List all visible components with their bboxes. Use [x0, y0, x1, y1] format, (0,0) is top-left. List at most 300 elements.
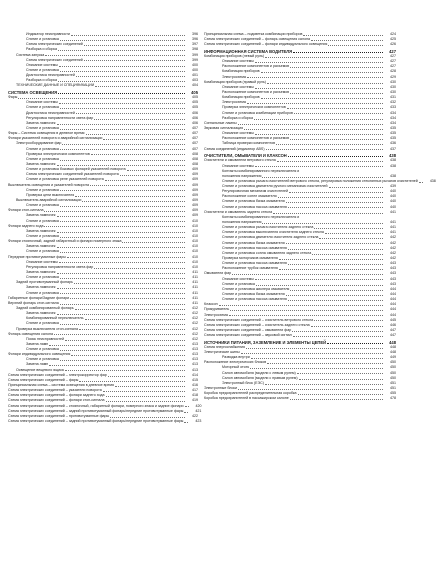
- dot-leader: [106, 401, 186, 402]
- dot-leader: [71, 35, 185, 36]
- dot-leader: [419, 182, 423, 183]
- toc-entry-title: Снятие и установка реле указателей поворота: [26, 177, 104, 182]
- toc-entry-title: Регулировочная механизм очистителей: [222, 189, 289, 194]
- dot-leader: [120, 175, 185, 176]
- dot-leader: [184, 422, 188, 423]
- dot-leader: [79, 329, 185, 330]
- dot-leader: [90, 185, 185, 186]
- dot-leader: [60, 108, 185, 109]
- dot-leader: [54, 334, 185, 335]
- toc-page-number: 426: [390, 42, 396, 47]
- toc-entry-title: Габаритные фонари/Задние фонари: [8, 295, 70, 300]
- dot-leader: [328, 45, 383, 46]
- toc-entry-title: Фонари указателей поворота и аварийной сигнализации: [8, 136, 103, 141]
- toc-page-number: 434: [390, 115, 396, 120]
- toc-entry-title: Электрооборудование фар: [16, 141, 62, 146]
- toc-page-number: 444: [390, 297, 396, 302]
- toc-entry-title: Снятие и установка насоса омывателя: [222, 261, 287, 266]
- toc-page-number: 400: [192, 62, 198, 67]
- toc-entry-title: Расположение компонентов и разъемов: [222, 90, 290, 95]
- dot-leader: [94, 119, 185, 120]
- toc-entry-title: Электрические шины: [204, 350, 240, 355]
- toc-entry-title: Диагностика неисправностей: [26, 110, 75, 115]
- dot-leader: [60, 237, 185, 238]
- dot-leader: [247, 77, 383, 78]
- toc-page-number: 429: [390, 74, 396, 79]
- toc-entry-title: ИСТОЧНИКИ ПИТАНИЯ, ЗАЗЕМЛЕНИЕ И ЭЛЕМЕНТЫ ЦЕПЕЙ: [204, 339, 327, 345]
- toc-page-number: 409: [192, 203, 198, 208]
- toc-page-number: 450: [390, 360, 396, 365]
- toc-entry-title: Снятие и установка насоса омывателя: [222, 245, 287, 250]
- dot-leader: [292, 331, 383, 332]
- toc-page-number: 430: [390, 90, 396, 95]
- toc-page-number: 447: [390, 333, 396, 338]
- toc-page-number: 409: [192, 192, 198, 197]
- dot-leader: [106, 396, 186, 397]
- toc-entry-title: Схема электрических соединений – омыватели фар: [204, 328, 292, 332]
- toc-entry-title: Описание системы: [26, 62, 58, 67]
- dot-leader: [49, 365, 185, 366]
- toc-entry-title: Передние противотуманные фары: [8, 254, 66, 259]
- toc-page-number: 410: [192, 249, 198, 254]
- dot-leader: [185, 406, 189, 407]
- toc-page-number: 427: [389, 48, 396, 54]
- toc-page-number: 400: [192, 67, 198, 72]
- dot-leader: [79, 381, 185, 382]
- toc-entry: [204, 147, 396, 152]
- dot-leader: [265, 384, 383, 385]
- toc-page-number: 428: [390, 69, 396, 74]
- toc-entry-title: Система запуска: [16, 52, 45, 57]
- toc-page-number: 405: [192, 100, 198, 105]
- toc-page-number: 439: [390, 184, 396, 189]
- dot-leader: [293, 52, 383, 53]
- toc-entry-title: Замена лампочек: [26, 285, 56, 290]
- toc-page-number: 411: [192, 285, 198, 290]
- toc-page-number: 427: [390, 54, 396, 59]
- toc-page-number: 444: [390, 286, 396, 291]
- toc-entry-title: Схема электрических соединений – задний противотуманный фонарь/передние противотуманные фары: [8, 408, 184, 413]
- dot-leader: [288, 264, 383, 265]
- dot-leader: [103, 391, 185, 392]
- toc-entry-title: Фонари индивидуального освещения: [8, 352, 71, 357]
- dot-leader: [57, 232, 186, 233]
- toc-entry-title: Замена лампочек: [26, 311, 56, 316]
- toc-page-number: 424: [390, 31, 396, 36]
- dot-leader: [311, 326, 383, 327]
- toc-page-number: 446: [390, 322, 396, 327]
- toc-page-number: 409: [192, 177, 198, 182]
- toc-entry-title: Расположение трубок омывателя: [222, 266, 278, 271]
- toc-page-number: 441: [390, 230, 396, 235]
- dot-leader: [255, 88, 383, 89]
- toc-page-number: 438: [390, 173, 396, 178]
- toc-entry-title: Снятие и установка насоса омывателя: [222, 297, 287, 302]
- dot-leader: [62, 144, 185, 145]
- toc-entry-title: Электросхема: [222, 100, 246, 105]
- dot-leader: [57, 216, 186, 217]
- dot-leader: [76, 113, 185, 114]
- dot-leader: [279, 269, 383, 270]
- toc-page-number: 409: [192, 187, 198, 192]
- dot-leader: [290, 399, 383, 400]
- toc-entry-title: Индикатор неисправности: [26, 31, 70, 36]
- toc-entry-title: Снятие и установка бачка омывателя: [222, 199, 285, 204]
- toc-entry-title: Комбинация приборов (правый руль): [204, 79, 266, 84]
- toc-page-number: 404: [192, 83, 198, 88]
- dot-leader: [247, 103, 383, 104]
- toc-entry-title: Снятие и установка рычага очистителей ветрового стекла, регулировка положения стеклянных рычагов очистителей: [222, 178, 418, 183]
- toc-page-number: 438: [429, 178, 436, 183]
- toc-entry-title: Электронные блоки: [204, 386, 237, 391]
- toc-entry-title: Регулировка направленности света фар: [26, 264, 94, 269]
- toc-entry-title: Выключатель освещения и указателей поворота: [8, 182, 89, 187]
- dot-leader: [60, 293, 185, 294]
- toc-page-number: 451: [390, 380, 396, 385]
- toc-entry-title: Снятие и установка: [26, 156, 59, 161]
- toc-page-number: 435: [390, 126, 396, 131]
- toc-page-number: 412: [192, 331, 198, 336]
- toc-entry-title: Снятие и установка комбинации приборов: [222, 110, 293, 115]
- dot-leader: [71, 355, 185, 356]
- dot-leader: [60, 206, 185, 207]
- toc-entry-title: Схема электрических соединений: [26, 57, 83, 62]
- toc-page-number: 436: [390, 141, 396, 146]
- dot-leader: [45, 55, 185, 56]
- toc-page-number: 399: [192, 52, 198, 57]
- dot-leader: [303, 35, 383, 36]
- toc-page-number: 419: [192, 398, 198, 403]
- dot-leader: [84, 60, 185, 61]
- toc-entry-title: Снятие и установка: [26, 347, 59, 352]
- dot-leader: [278, 197, 383, 198]
- toc-page-number: 413: [192, 347, 198, 352]
- toc-entry-title: Схема электрических соединений – задний противотуманный фонарь/передние противотуманные фары: [8, 419, 184, 424]
- toc-page-number: 433: [390, 105, 396, 110]
- dot-leader: [58, 93, 185, 94]
- toc-entry-title: Схема электрических соединений указателей поворота: [26, 172, 119, 177]
- toc-page-number: 448: [390, 344, 396, 349]
- toc-entry-title: Расположение компонентов и разъемов: [222, 136, 290, 141]
- toc-page-number: 444: [390, 307, 396, 312]
- toc-page-number: 407: [192, 131, 198, 136]
- toc-page-number: 438: [390, 158, 396, 163]
- toc-page-number: 410: [192, 259, 198, 264]
- toc-entry-title: Таблица проверки компонентов: [222, 141, 275, 146]
- toc-entry-title: Фонари стоп-сигнала: [8, 208, 44, 213]
- toc-entry-title: Коробка предохранителей в пассажирском салоне: [204, 396, 289, 401]
- toc-entry: [204, 42, 396, 47]
- toc-page-number: 420: [195, 403, 202, 408]
- dot-leader: [314, 320, 383, 321]
- toc-entry-title: Схема электрических соединений – противотуманные фары: [8, 413, 110, 418]
- toc-page-number: 443: [390, 266, 396, 271]
- toc-page-number: 441: [390, 209, 396, 214]
- toc-entry-title: Фары – Система освещения в дневное время: [8, 131, 85, 136]
- toc-entry-title: Разборка и сборка: [222, 115, 254, 120]
- toc-entry: [204, 396, 396, 401]
- toc-page-number: 442: [390, 240, 396, 245]
- toc-entry-title: Схема электрических соединений – электрокорректор фар: [8, 372, 107, 377]
- dot-leader: [60, 71, 185, 72]
- dot-leader: [311, 40, 383, 41]
- toc-entry-title: Снятие и установка насоса омывателя: [222, 204, 287, 209]
- dot-leader: [289, 192, 383, 193]
- dot-leader: [250, 368, 383, 369]
- toc-page-number: 411: [192, 295, 198, 300]
- dot-leader: [262, 177, 383, 178]
- toc-page-number: 434: [390, 110, 396, 115]
- toc-page-number: 444: [390, 292, 396, 297]
- toc-entry-title: Снятие и установка бачка омывателя: [222, 292, 285, 297]
- dot-leader: [262, 223, 383, 224]
- toc-entry-title: Электронный блок (ЕЭС): [222, 380, 264, 385]
- toc-entry-title: Проверка электрических компонентов: [26, 151, 90, 156]
- toc-entry-title: Снятие и установка выключателя очистителя заднего стекла: [222, 230, 324, 235]
- toc-entry-title: Снятие и установка: [26, 233, 59, 238]
- toc-entry-title: Схема электрических соединений – указатели поворота: [8, 388, 102, 393]
- toc-page-number: 409: [192, 213, 198, 218]
- dot-leader: [57, 124, 186, 125]
- toc-entry-title: Регулировка направленности света фар: [26, 115, 94, 120]
- dot-leader: [60, 160, 185, 161]
- toc-page-number: 403: [192, 78, 198, 83]
- toc-page-number: 407: [192, 146, 198, 151]
- dot-leader: [293, 336, 383, 337]
- dot-leader: [59, 66, 185, 67]
- toc-entry-title: Звуковая сигнализация: [204, 126, 244, 131]
- toc-page-number: 425: [390, 37, 396, 42]
- toc-entry-title: Снятие и установка: [26, 126, 59, 131]
- dot-leader: [290, 93, 383, 94]
- toc-page-number: 407: [192, 141, 198, 146]
- toc-entry-title: Салон автомобиля (модели с правым рулем): [222, 375, 298, 380]
- dot-leader: [57, 247, 186, 248]
- toc-page-number: 408: [192, 156, 198, 161]
- toc-page-number: 427: [390, 64, 396, 69]
- toc-page-number: 407: [192, 126, 198, 131]
- toc-entry-title: Принципиальная схема – подсветка комбинации приборов: [204, 31, 303, 36]
- toc-page-number: 411: [192, 280, 198, 285]
- toc-entry-title: Снятие и установка бачка омывателя: [222, 240, 285, 245]
- dot-leader: [312, 254, 383, 255]
- toc-page-number: 396: [192, 37, 198, 42]
- dot-leader: [246, 348, 383, 349]
- toc-entry-title: Описание системы: [222, 84, 254, 89]
- dot-leader: [286, 202, 383, 203]
- toc-page-number: 437: [390, 146, 396, 151]
- dot-leader: [108, 376, 185, 377]
- toc-entry-title: ТЕХНИЧЕСКИЕ ДАННЫЕ И СПЕЦИФИКАЦИИ: [16, 83, 95, 88]
- toc-page-number: 435: [390, 136, 396, 141]
- toc-page-number: 406: [192, 120, 198, 125]
- toc-entry-title: Снятие и установка: [26, 290, 59, 295]
- dot-leader: [319, 238, 383, 239]
- toc-entry-title: Описание системы: [222, 59, 254, 64]
- dot-leader: [184, 412, 188, 413]
- dot-leader: [277, 161, 383, 162]
- toc-page-number: 396: [192, 31, 198, 36]
- toc-page-number: 442: [390, 250, 396, 255]
- toc-entry-title: Замена лампочек: [26, 162, 56, 166]
- dot-leader: [219, 305, 383, 306]
- dot-leader: [60, 360, 185, 361]
- toc-page-number: 410: [192, 264, 198, 269]
- toc-page-number: 443: [390, 261, 396, 266]
- toc-entry-title: Расположение электрических блоков: [204, 360, 267, 365]
- toc-page-number: 438: [389, 153, 396, 159]
- toc-page-number: 427: [390, 59, 396, 64]
- dot-leader: [110, 417, 185, 418]
- toc-entry-title: Снятие и установка: [26, 67, 59, 72]
- toc-page-number: 412: [192, 336, 198, 341]
- toc-entry-title: Схема электрических соединений – фонари стоп-сигнала: [8, 398, 105, 403]
- toc-page-number: 410: [192, 228, 198, 233]
- toc-entry-title: Замена лампочек: [26, 228, 56, 233]
- dot-leader: [297, 373, 383, 374]
- toc-page-number: 442: [390, 235, 396, 240]
- toc-entry-title: Очистители и омыватель заднего стекла: [204, 209, 273, 214]
- dot-leader: [298, 394, 383, 395]
- toc-entry-title: Расположение сопел омывателя: [222, 194, 277, 199]
- dot-leader: [60, 278, 185, 279]
- toc-page-number: 409: [192, 172, 198, 177]
- toc-page-number: 423: [195, 419, 202, 424]
- toc-page-number: 478: [390, 396, 396, 401]
- toc-page-number: 401: [192, 73, 198, 78]
- toc-entry-title: Замена лампочек: [26, 269, 56, 274]
- toc-entry-title: Описание системы: [222, 276, 254, 281]
- toc-entry-title: Снятие и установка: [26, 37, 59, 42]
- toc-entry-title: Снятие и установка боковых фонарей указателей поворота: [26, 167, 126, 172]
- toc-entry-title: Выключатель аварийной сигнализации: [16, 197, 82, 202]
- toc-page-number: 409: [192, 167, 198, 172]
- toc-entry-title: Электросхема: [204, 312, 228, 317]
- dot-leader: [76, 76, 185, 77]
- toc-entry-title: СИСТЕМА ОСВЕЩЕНИЯ: [8, 90, 58, 96]
- toc-entry-title: Снятие и установка: [26, 218, 59, 223]
- toc-entry-title: Снятие и установка жиклера омывателя: [222, 286, 290, 291]
- toc-page-number: 440: [390, 194, 396, 199]
- toc-entry-title: Моторный отсек: [222, 365, 250, 370]
- toc-entry-title: Замена лампочек: [26, 213, 56, 218]
- dot-leader: [82, 201, 185, 202]
- dot-leader: [60, 221, 185, 222]
- toc-entry-title: Контакты комбинированного переключателя и: [222, 214, 300, 219]
- toc-entry-title: Освещение вещевого ящика: [16, 367, 64, 372]
- toc-entry-title: Снятие и установка сопла омывателя заднего стекла: [222, 250, 312, 255]
- toc-column-right: [204, 31, 436, 401]
- toc-entry-title: Схема электрических соединений – фонари заднего хода: [8, 393, 105, 398]
- dot-leader: [44, 211, 185, 212]
- toc-page-number: 443: [390, 281, 396, 286]
- toc-page-number: 455: [390, 391, 396, 396]
- toc-entry-title: Снятие и установка: [26, 357, 59, 362]
- toc-entry-title: ИНФОРМАЦИОННАЯ СИСТЕМА ВОДИТЕЛЯ: [204, 48, 293, 54]
- dot-leader: [229, 315, 383, 316]
- dot-leader: [290, 67, 383, 68]
- dot-leader: [122, 242, 185, 243]
- toc-entry-title: Диагностика неисправностей: [26, 73, 75, 78]
- toc-page-number: 409: [192, 197, 198, 202]
- toc-entry-title: Снятие и установка: [26, 275, 59, 280]
- toc-page-number: 413: [192, 362, 198, 367]
- dot-leader: [290, 139, 383, 140]
- dot-leader: [287, 108, 383, 109]
- toc-page-number: 408: [192, 162, 198, 166]
- dot-leader: [58, 81, 185, 82]
- toc-entry-title: Замена ламп: [26, 362, 49, 367]
- toc-entry-title: Схема электрических соединений – очиститель ветрового стекла: [204, 317, 314, 322]
- toc-page-number: 409: [192, 208, 198, 213]
- toc-entry-title: Верхний фонарь стоп-сигнала: [8, 300, 59, 305]
- toc-entry-title: Схема электрических соединений – фары: [8, 377, 79, 382]
- dot-leader: [255, 62, 383, 63]
- dot-leader: [103, 139, 185, 140]
- dot-leader: [65, 340, 185, 341]
- toc-page-number: 409: [192, 182, 198, 187]
- toc-page-number: 417: [192, 388, 198, 393]
- toc-page-number: 441: [390, 220, 396, 225]
- toc-entry-title: Снятие и установка: [26, 146, 59, 151]
- toc-page-number: 407: [192, 136, 198, 141]
- toc-page-number: 410: [192, 218, 198, 223]
- toc-page-number: 412: [192, 311, 198, 316]
- toc-entry-title: Задний противотуманный фонарь: [16, 280, 73, 285]
- toc-entry-title: Замена лампочек: [26, 120, 56, 125]
- toc-page-number: 432: [390, 100, 396, 105]
- toc-entry-title: Схема электрических соединений – очиститель заднего стекла: [204, 322, 310, 327]
- toc-page-number: 413: [192, 367, 198, 372]
- dot-leader: [251, 358, 383, 359]
- toc-entry-title: положения напряжения: [222, 220, 262, 225]
- toc-entry-title: Описание системы: [222, 163, 254, 168]
- toc-page-number: 414: [192, 372, 198, 377]
- dot-leader: [67, 257, 185, 258]
- toc-entry-title: положения напряжения: [222, 173, 262, 178]
- toc-page-number: 438: [390, 163, 396, 168]
- toc-page-number: 430: [390, 79, 396, 84]
- toc-page-number: 441: [390, 225, 396, 230]
- toc-page-number: 410: [192, 233, 198, 238]
- toc-page-number: 405: [191, 90, 198, 96]
- dot-leader: [276, 144, 383, 145]
- toc-entry-title: Комбинация приборов: [222, 69, 260, 74]
- dot-leader: [75, 196, 185, 197]
- toc-page-number: 411: [192, 290, 198, 295]
- dot-leader: [86, 134, 186, 135]
- dot-leader: [267, 83, 383, 84]
- dot-leader: [299, 379, 383, 380]
- dot-leader: [65, 370, 185, 371]
- dot-leader: [49, 345, 185, 346]
- dot-leader: [91, 154, 185, 155]
- dot-leader: [115, 386, 185, 387]
- toc-page-number: 449: [390, 355, 396, 360]
- dot-leader: [279, 259, 383, 260]
- toc-entry-title: Замена ламп: [26, 341, 49, 346]
- toc-entry-title: Задний комбинированный фонарь: [16, 305, 74, 310]
- dot-leader: [288, 207, 383, 208]
- toc-page-number: 410: [192, 244, 198, 249]
- toc-entry-title: ОЧИСТИТЕЛИ, ОМЫВАТЕЛИ И КЛАКСОН: [204, 153, 287, 159]
- dot-leader: [230, 310, 383, 311]
- dot-leader: [70, 298, 185, 299]
- toc-page-number: 450: [390, 370, 396, 375]
- toc-column-left: [8, 31, 202, 424]
- toc-page-number: 447: [390, 328, 396, 332]
- dot-leader: [288, 156, 383, 157]
